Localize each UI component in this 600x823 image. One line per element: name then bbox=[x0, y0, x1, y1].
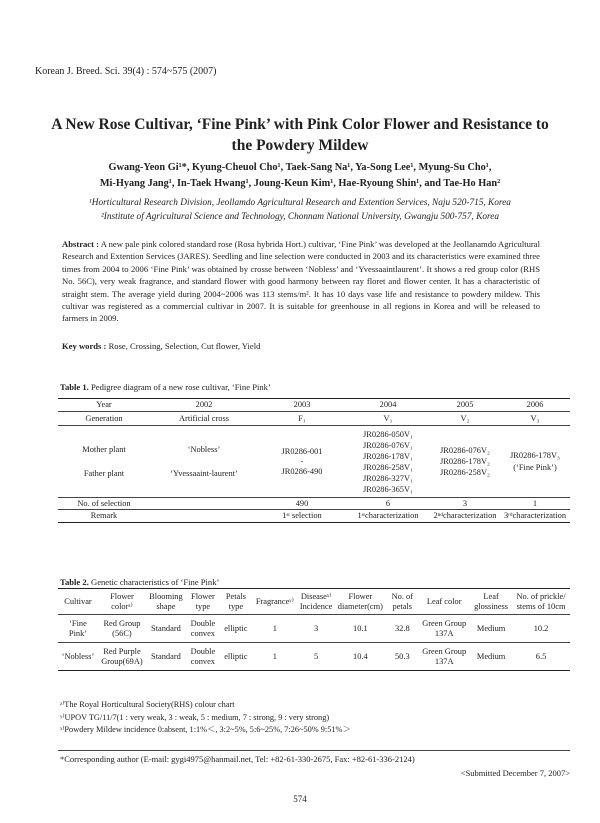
table2-row-cell-line: Medium bbox=[476, 623, 506, 633]
table2-header-cell-line: No. of bbox=[391, 591, 414, 601]
table2-header-cell-line: type bbox=[195, 601, 211, 611]
table2-row-cell-line: Double bbox=[190, 646, 216, 656]
year-cell: 2002 bbox=[150, 399, 258, 412]
v2-item: JR0286-076V₂ bbox=[440, 446, 490, 455]
footnote-rhs: ᶻ⁾The Royal Horticultural Society(RHS) colour chart bbox=[60, 700, 235, 709]
v2-item: JR0286-258V₂ bbox=[440, 468, 490, 477]
table2-row-cell-line: elliptic bbox=[224, 623, 248, 633]
f1-last: JR0286-490 bbox=[281, 466, 323, 476]
table2-row-cell-line: ‘Fine bbox=[69, 618, 87, 628]
table2-header-cell-line: shape bbox=[156, 601, 176, 611]
authors-line-1: Gwang-Yeon Gi¹*, Kyung-Cheuol Cho¹, Taek-Sang Na¹, Ya-Song Lee¹, Myung-Su Cho¹, bbox=[108, 162, 492, 173]
mother-plant-label: Mother plant bbox=[82, 444, 126, 454]
table2-row-cell-line: Red Group bbox=[103, 618, 141, 628]
table2-row-cell-line: Pink’ bbox=[68, 628, 88, 638]
selection-cell: 490 bbox=[258, 498, 346, 510]
table1-remark-row bbox=[58, 510, 570, 523]
table2-header-cell-line: Petals bbox=[225, 591, 246, 601]
footnote-divider bbox=[58, 750, 570, 751]
table2-row-cell bbox=[470, 643, 512, 671]
year-cell: 2005 bbox=[430, 399, 500, 412]
f1-dash: - bbox=[300, 456, 304, 466]
table2-row-cell-line: Medium bbox=[476, 651, 506, 661]
table2-row-cell-line: (56C) bbox=[112, 628, 132, 638]
remark-cell bbox=[150, 510, 258, 523]
parent-labels bbox=[58, 426, 150, 498]
table2-header-cell-line: Incidence bbox=[299, 601, 333, 611]
table2-row-cell-line: 50.3 bbox=[394, 651, 410, 661]
table2-row-cell-line: convex bbox=[190, 656, 215, 666]
table2-caption bbox=[60, 577, 219, 587]
generation-cell: V₁ bbox=[346, 412, 430, 426]
table2-header-cell-line: Leaf bbox=[483, 591, 499, 601]
table2-header-cell-line: glossiness bbox=[474, 601, 509, 611]
table2-row-cell-line: 32.8 bbox=[394, 623, 410, 633]
remark-cell: 1ˢᵗcharacterization bbox=[357, 511, 419, 520]
father-plant-name: ‘Yvessaaint-laurent’ bbox=[170, 468, 238, 478]
v1-item: JR0286-327V₁ bbox=[363, 473, 413, 483]
table2-row-cell-line: Group(69A) bbox=[101, 656, 143, 666]
table2-header-cell bbox=[386, 589, 418, 615]
table2-header-cell bbox=[252, 589, 298, 615]
remark-header: Remark bbox=[90, 511, 118, 520]
v1-item: JR0286-076V₁ bbox=[363, 440, 413, 450]
table2-row-cell-line: ‘Nobless’ bbox=[61, 651, 95, 661]
table2-row-nobless bbox=[58, 643, 570, 671]
table2-row-cell bbox=[186, 643, 220, 671]
table2-row-cell-line: 1 bbox=[272, 651, 277, 661]
table2-row-cell-line: Standard bbox=[151, 651, 181, 661]
parent-names bbox=[150, 426, 258, 498]
table2-row-cell-line: Red Purple bbox=[103, 646, 141, 656]
table2-row-cell-line: 137A bbox=[434, 656, 454, 666]
keywords-text: Rose, Crossing, Selection, Cut flower, Yield bbox=[108, 341, 261, 351]
table2-row-cell bbox=[252, 643, 298, 671]
journal-citation: Korean J. Breed. Sci. 39(4) : 574~575 (2007) bbox=[35, 66, 217, 77]
table2-row-cell-line: Green Group bbox=[422, 646, 467, 656]
generation-cell: V₂ bbox=[430, 412, 500, 426]
table2-header-cell bbox=[298, 589, 335, 615]
father-plant-label: Father plant bbox=[83, 468, 125, 478]
v1-item: JR0286-050V₁ bbox=[363, 429, 413, 439]
table2-row-cell bbox=[98, 615, 146, 643]
table2-header-cell bbox=[470, 589, 512, 615]
table2-row-cell bbox=[418, 615, 470, 643]
v1-item: JR0286-258V₁ bbox=[363, 462, 413, 472]
table2-header-cell-line: Diseaseˣ⁾ bbox=[300, 591, 332, 601]
table2-row-cell bbox=[146, 643, 186, 671]
pedigree-table bbox=[58, 398, 570, 523]
table2-header-cell-line: Blooming bbox=[149, 591, 183, 601]
generation-cell: F₁ bbox=[258, 412, 346, 426]
title-line-1: A New Rose Cultivar, ‘Fine Pink’ with Pink Color Flower and Resistance to bbox=[51, 116, 549, 133]
table2-row-cell bbox=[252, 615, 298, 643]
table2-caption-text: Genetic characteristics of ‘Fine Pink’ bbox=[90, 577, 220, 587]
table2-header-cell-line: type bbox=[228, 601, 244, 611]
keywords-label: Key words : bbox=[62, 341, 107, 351]
year-cell: 2004 bbox=[346, 399, 430, 412]
generation-header: Generation bbox=[58, 412, 150, 426]
year-cell: 2006 bbox=[500, 399, 570, 412]
table2-header-cell-line: Fragranceʸ⁾ bbox=[255, 596, 294, 606]
table1-caption bbox=[60, 382, 271, 392]
submission-date: <Submitted December 7, 2007> bbox=[460, 768, 570, 778]
table1-selection-row bbox=[58, 498, 570, 510]
table2-footnotes bbox=[60, 699, 351, 737]
table2-row-cell-line: 1 bbox=[272, 623, 277, 633]
v3-cultivar-name: (‘Fine Pink’) bbox=[513, 462, 557, 472]
table2-row-cell-line: 10.4 bbox=[353, 651, 368, 661]
table2-row-cell bbox=[334, 615, 386, 643]
title-line-2: the Powdery Mildew bbox=[231, 137, 369, 154]
affiliations bbox=[40, 196, 560, 224]
table2-header-cell bbox=[512, 589, 570, 615]
abstract-label: Abstract : bbox=[62, 239, 100, 249]
table2-row-fine-pink bbox=[58, 615, 570, 643]
generation-cell: V₃ bbox=[500, 412, 570, 426]
table2-header-cell bbox=[334, 589, 386, 615]
generation-cell: Artificial cross bbox=[150, 412, 258, 426]
table2-row-cell bbox=[58, 615, 98, 643]
table2-row-cell-line: Double bbox=[190, 618, 216, 628]
table2-header-cell-line: Flower bbox=[348, 591, 373, 601]
table2-row-cell bbox=[334, 643, 386, 671]
table2-header-cell bbox=[146, 589, 186, 615]
selection-cell: 6 bbox=[346, 498, 430, 510]
table2-header-cell bbox=[98, 589, 146, 615]
table2-row-cell bbox=[58, 643, 98, 671]
table2-row-cell bbox=[298, 615, 335, 643]
table2-header-cell-line: No. of prickle/ bbox=[516, 591, 566, 601]
table2-row-cell bbox=[418, 643, 470, 671]
v2-list bbox=[430, 426, 500, 498]
table2-row-cell-line: Standard bbox=[151, 623, 181, 633]
table2-row-cell bbox=[220, 615, 252, 643]
table2-header-cell-line: petals bbox=[392, 601, 413, 611]
table1-generation-row bbox=[58, 412, 570, 426]
table2-header-cell bbox=[418, 589, 470, 615]
table2-header-row bbox=[58, 589, 570, 615]
table2-row-cell bbox=[386, 615, 418, 643]
page-number: 574 bbox=[293, 794, 307, 804]
table2-row-cell bbox=[98, 643, 146, 671]
table2-row-cell bbox=[512, 615, 570, 643]
affiliation-1: ¹Horticultural Research Division, Jeollamdo Agricultural Research and Extention Services, Naju 520-715, Korea bbox=[89, 198, 511, 208]
table2-header-cell bbox=[220, 589, 252, 615]
authors-line-2: Mi-Hyang Jang¹, In-Taek Hwang¹, Joung-Keun Kim¹, Hae-Ryoung Shin¹, and Tae-Ho Han² bbox=[99, 178, 501, 189]
selection-cell: 1 bbox=[500, 498, 570, 510]
v3-cell bbox=[500, 426, 570, 498]
table2-header-cell-line: diameter(cm) bbox=[337, 601, 383, 611]
remark-cell: 2ⁿᵈcharacterization bbox=[433, 511, 497, 520]
table2-row-cell-line: convex bbox=[190, 628, 215, 638]
remark-cell: 3ʳᵈcharacterization bbox=[503, 511, 567, 520]
table1-caption-text: Pedigree diagram of a new rose cultivar, ‘Fine Pink’ bbox=[90, 382, 271, 392]
selection-cell bbox=[150, 498, 258, 510]
table2-row-cell-line: elliptic bbox=[224, 651, 248, 661]
v1-item: JR0286-365V₁ bbox=[363, 484, 413, 494]
table2-row-cell-line: 6.5 bbox=[535, 651, 547, 661]
table2-row-cell-line: 5 bbox=[314, 651, 319, 661]
table2-row-cell-line: 3 bbox=[314, 623, 319, 633]
author-list bbox=[40, 160, 560, 192]
mother-plant-name: ‘Nobless’ bbox=[187, 444, 221, 454]
remark-cell: 1ˢᵗ selection bbox=[282, 511, 322, 520]
footnote-upov: ʸ⁾UPOV TG/11/7(1 : very weak, 3 : weak, 5 : medium, 7 : strong, 9 : very strong) bbox=[60, 712, 330, 722]
affiliation-2: ²Institute of Agricultural Science and Technology, Chonnam National University, Gwangju 500-757, Korea bbox=[100, 212, 500, 222]
table2-row-cell bbox=[146, 615, 186, 643]
paper-title bbox=[30, 114, 570, 156]
corresponding-author: *Corresponding author (E-mail: gygi4975@hanmail.net, Tel: +82-61-330-2675, Fax: +82-61-336-2124) bbox=[60, 754, 415, 764]
v1-list bbox=[346, 426, 430, 498]
v1-item: JR0286-178V₁ bbox=[363, 451, 413, 461]
genetic-characteristics-table bbox=[58, 588, 570, 671]
abstract-text: A new pale pink colored standard rose (Rosa hybrida Hort.) cultivar, ‘Fine Pink’ was developed at the Jeollanamdo Agricultural Research and Extention Services (JARES). Seedling and line selection were conducted in 2003 and its characteristics were examined three times from 2004 to 2006 ‘Fine Pink’ was obtained by crosse between ‘Nobless’ and ‘Yvessaaintlaurent’. It shows a red group color (RHS No. 56C), very weak fragrance, and standard flower with good harmony between ray floret and flower center. It has a characteristic of straight stem. The average yield during 2004~2006 was 113 stems/m². It has 10 days vase life and resistance to powdery mildew. This cultivar was registered as a commercial cultivar in 2007. It is suitable for greenhouse in all regions in Korea and will be released to farmers in 2009. bbox=[62, 239, 540, 324]
selection-header: No. of selection bbox=[58, 498, 150, 510]
table2-row-cell bbox=[386, 643, 418, 671]
table2-row-cell-line: Green Group bbox=[422, 618, 467, 628]
table2-header-cell-line: Cultivar bbox=[64, 596, 92, 606]
year-cell: 2003 bbox=[258, 399, 346, 412]
table2-header-cell-line: Flower bbox=[110, 591, 134, 601]
table2-header-cell-line: colorᶻ⁾ bbox=[111, 601, 133, 611]
table1-parents-row bbox=[58, 426, 570, 498]
v3-line: JR0286-178V₃ bbox=[510, 450, 560, 460]
table2-caption-label: Table 2. bbox=[60, 577, 89, 587]
table2-row-cell-line: 137A bbox=[434, 628, 454, 638]
footnote-mildew: ˣ⁾Powdery Mildew incidence 0:absent, 1:1%＜, 3:2~5%, 5:6~25%, 7:26~50% 9:51%＞ bbox=[60, 725, 351, 734]
table2-row-cell bbox=[512, 643, 570, 671]
table2-row-cell bbox=[220, 643, 252, 671]
table1-caption-label: Table 1. bbox=[60, 382, 89, 392]
f1-range bbox=[258, 426, 346, 498]
table2-header-cell bbox=[58, 589, 98, 615]
v2-item: JR0286-178V₂ bbox=[440, 457, 490, 466]
keywords bbox=[62, 341, 540, 351]
abstract bbox=[62, 238, 540, 325]
table2-header-cell-line: Leaf color bbox=[426, 596, 462, 606]
table2-header-cell-line: stems of 10cm bbox=[516, 601, 566, 611]
table2-header-cell-line: Flower bbox=[191, 591, 215, 601]
table2-row-cell-line: 10.1 bbox=[353, 623, 368, 633]
table2-header-cell bbox=[186, 589, 220, 615]
table2-row-cell-line: 10.2 bbox=[533, 623, 549, 633]
table1-year-row bbox=[58, 399, 570, 412]
year-header: Year bbox=[58, 399, 150, 412]
selection-cell: 3 bbox=[430, 498, 500, 510]
table2-row-cell bbox=[186, 615, 220, 643]
table2-row-cell bbox=[470, 615, 512, 643]
table2-row-cell bbox=[298, 643, 335, 671]
f1-first: JR0286-001 bbox=[281, 446, 323, 456]
